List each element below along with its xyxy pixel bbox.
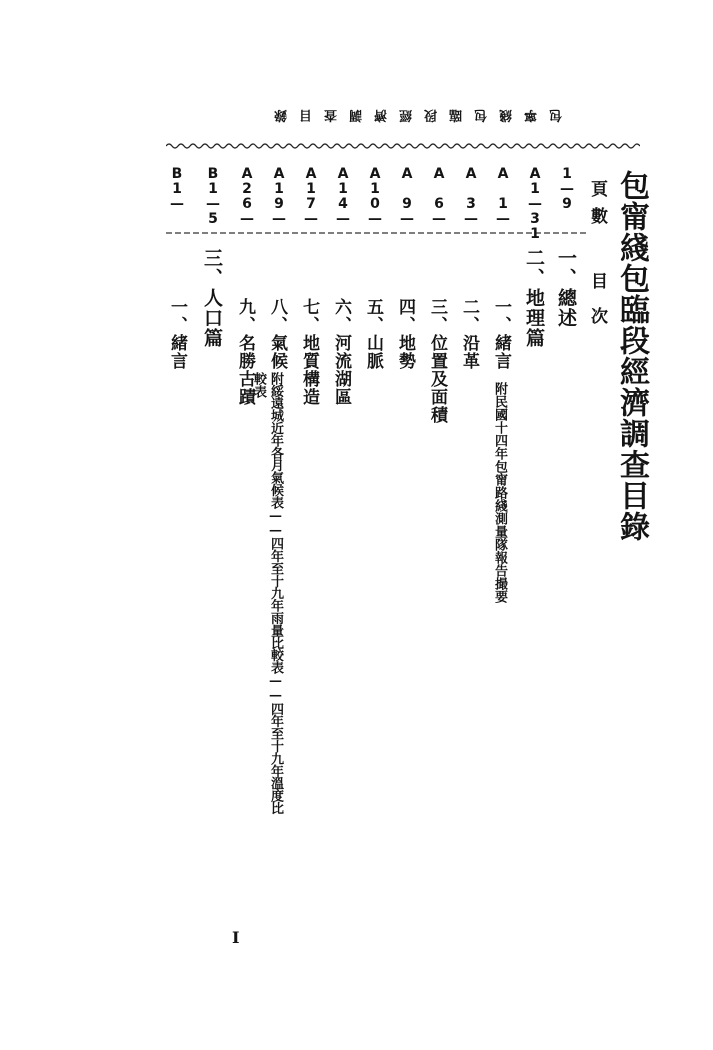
top-rule [166,138,640,152]
entry-note: 較表 [251,372,266,398]
entry-page: A19— [271,166,287,226]
page-title: 包甯綫包臨段經濟調查目錄 [614,170,649,542]
entry-page: A 6— [431,166,447,226]
entry-page: A14— [335,166,351,226]
entry-title: 八、氣候 [267,298,287,370]
pages-header: 頁數 [587,180,607,234]
column-separator [166,229,586,237]
entry-page: B1— [169,166,185,211]
contents-header: 目次 [587,272,607,342]
entry-note: 附綏遠城近年各月氣候表——四年至十九年雨量比較表——四年至十九年溫度比 [268,372,283,815]
entry-title: 二、地理篇 [523,248,545,348]
entry-page: A10— [367,166,383,226]
entry-page: A 1— [495,166,511,226]
entry-title: 五、山脈 [363,298,383,370]
entry-title: 一、緒言 [491,298,511,370]
entry-page: A 9— [399,166,415,226]
entry-title: 九、名勝古蹟 [235,298,255,406]
running-head: 包寧綫包臨段經濟調查目錄 [262,107,563,122]
entry-page: 1—9 [559,166,575,211]
entry-page: B1—5 [205,166,221,226]
entry-title: 一、緒言 [167,298,187,370]
entry-title: 三、人口篇 [201,248,223,348]
entry-title: 二、沿革 [459,298,479,370]
entry-page: A 3— [463,166,479,226]
entry-page: A17— [303,166,319,226]
entry-page: A1—31 [527,166,543,241]
entry-title: 六、河流湖區 [331,298,351,406]
entry-page: A26— [239,166,255,226]
entry-title: 一、總述 [555,248,577,328]
entry-title: 四、地勢 [395,298,415,370]
entry-title: 三、位置及面積 [427,298,447,424]
page-number: I [232,928,240,947]
entry-title: 七、地質構造 [299,298,319,406]
entry-note: 附民國十四年包甯路綫測量隊報告撮要 [492,382,507,603]
